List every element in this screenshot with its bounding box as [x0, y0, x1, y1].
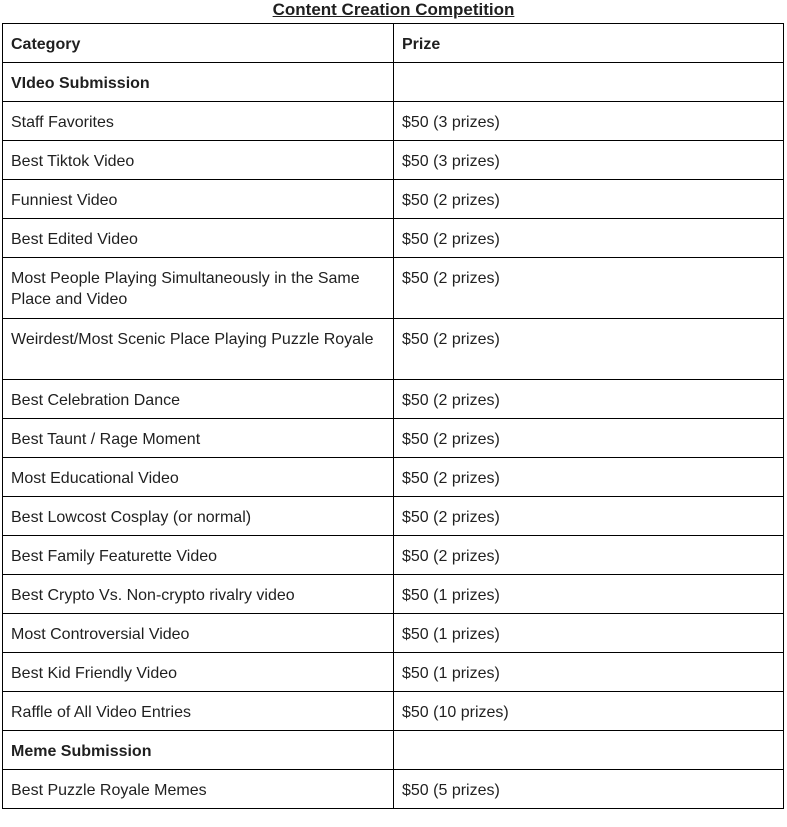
prize-cell: $50 (2 prizes): [394, 319, 784, 380]
prize-cell: [394, 731, 784, 770]
document-title: [0, 0, 787, 22]
section-row: [3, 731, 784, 770]
table-row: [3, 653, 784, 692]
table-row: [3, 692, 784, 731]
category-cell: Best Taunt / Rage Moment: [3, 419, 394, 458]
category-cell: Funniest Video: [3, 180, 394, 219]
section-title: Meme Submission: [3, 731, 394, 770]
table-row: [3, 497, 784, 536]
header-category: Category: [3, 24, 394, 63]
prize-cell: $50 (2 prizes): [394, 380, 784, 419]
section-title: VIdeo Submission: [3, 63, 394, 102]
table-row: [3, 258, 784, 319]
prize-cell: [394, 63, 784, 102]
table-row: [3, 419, 784, 458]
category-cell: Best Celebration Dance: [3, 380, 394, 419]
prize-cell: $50 (1 prizes): [394, 614, 784, 653]
table-row: [3, 141, 784, 180]
category-cell: Best Crypto Vs. Non-crypto rivalry video: [3, 575, 394, 614]
table-row: [3, 536, 784, 575]
table-row: [3, 614, 784, 653]
category-cell: Raffle of All Video Entries: [3, 692, 394, 731]
category-cell: Best Family Featurette Video: [3, 536, 394, 575]
category-cell: Best Kid Friendly Video: [3, 653, 394, 692]
category-cell: Most Controversial Video: [3, 614, 394, 653]
table-row: [3, 770, 784, 809]
prize-cell: $50 (2 prizes): [394, 497, 784, 536]
category-cell: Most Educational Video: [3, 458, 394, 497]
category-cell: Best Puzzle Royale Memes: [3, 770, 394, 809]
prize-cell: $50 (2 prizes): [394, 258, 784, 319]
table-row: [3, 219, 784, 258]
category-cell: Best Tiktok Video: [3, 141, 394, 180]
prize-table-body: [3, 24, 784, 809]
title-text: Content Creation Competition: [272, 0, 515, 19]
table-row: [3, 319, 784, 380]
prize-cell: $50 (3 prizes): [394, 141, 784, 180]
prize-cell: $50 (2 prizes): [394, 219, 784, 258]
prize-table: [2, 23, 784, 809]
prize-cell: $50 (1 prizes): [394, 653, 784, 692]
table-row: [3, 102, 784, 141]
table-row: [3, 458, 784, 497]
section-row: [3, 63, 784, 102]
header-prize: Prize: [394, 24, 784, 63]
prize-cell: $50 (3 prizes): [394, 102, 784, 141]
prize-cell: $50 (2 prizes): [394, 536, 784, 575]
category-cell: Most People Playing Simultaneously in the Same Place and Video: [3, 258, 394, 319]
table-row: [3, 575, 784, 614]
prize-cell: $50 (5 prizes): [394, 770, 784, 809]
category-cell: Staff Favorites: [3, 102, 394, 141]
category-cell: Best Edited Video: [3, 219, 394, 258]
table-header-row: [3, 24, 784, 63]
prize-cell: $50 (1 prizes): [394, 575, 784, 614]
prize-cell: $50 (10 prizes): [394, 692, 784, 731]
table-row: [3, 180, 784, 219]
prize-cell: $50 (2 prizes): [394, 180, 784, 219]
table-row: [3, 380, 784, 419]
category-cell: Best Lowcost Cosplay (or normal): [3, 497, 394, 536]
prize-cell: $50 (2 prizes): [394, 458, 784, 497]
category-cell: Weirdest/Most Scenic Place Playing Puzzle Royale: [3, 319, 394, 380]
prize-cell: $50 (2 prizes): [394, 419, 784, 458]
